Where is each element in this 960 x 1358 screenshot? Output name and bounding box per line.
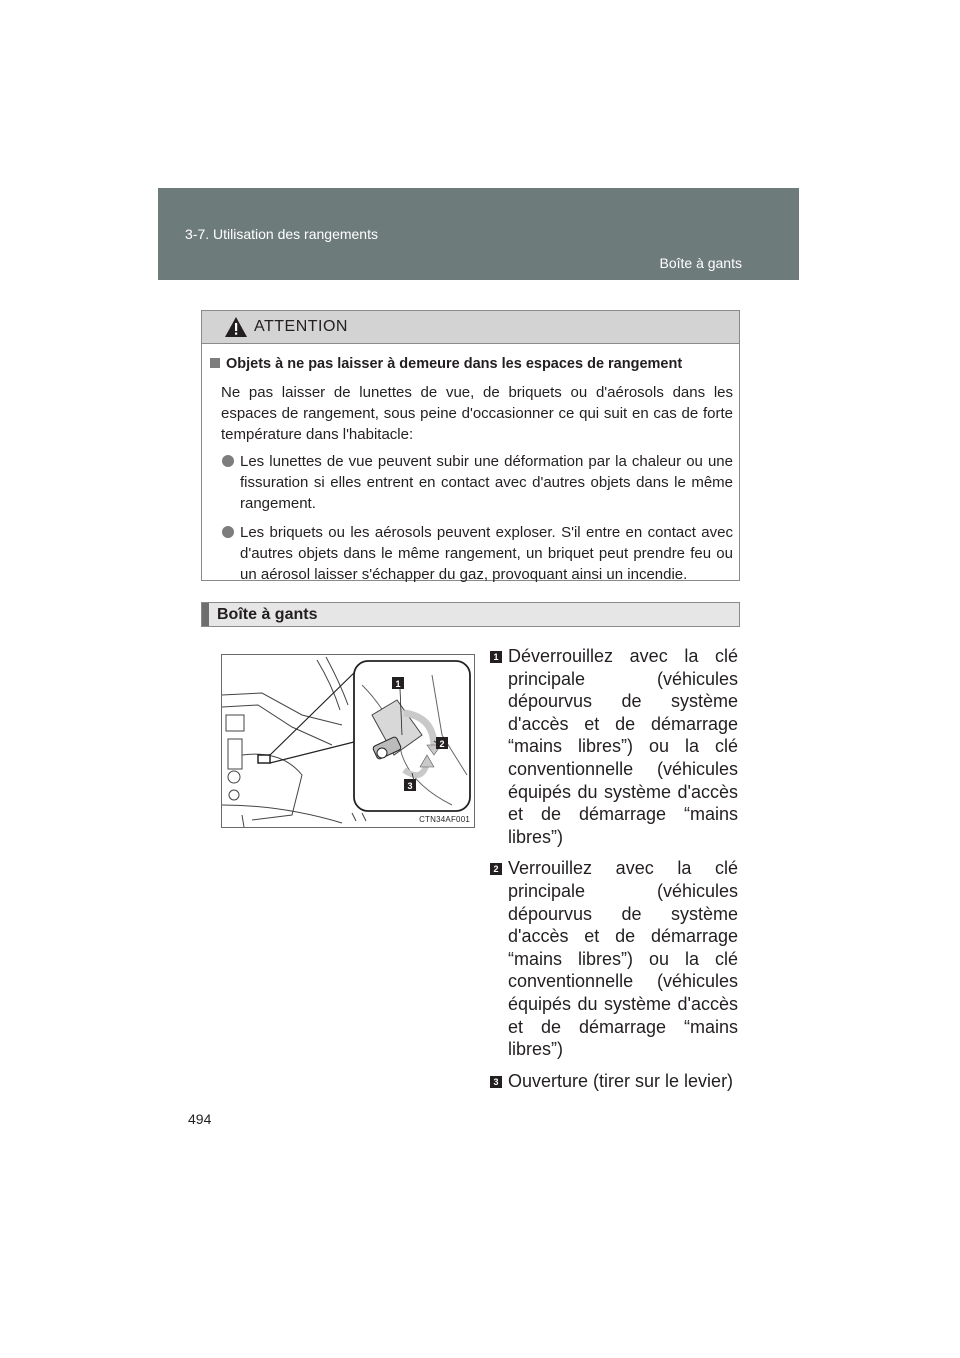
step-text: Verrouillez avec la clé principale (véhicules dépourvus de système d'accès et de démarrage “mains libres”) ou la clé conventionnelle (véhicules équipés du système d'accès et de démarrage “mains libres”) xyxy=(508,858,738,1060)
callout-1: 1 xyxy=(395,679,401,689)
attention-item xyxy=(240,522,733,585)
square-bullet-icon xyxy=(210,358,220,368)
attention-label: ATTENTION xyxy=(254,318,348,335)
attention-heading-text: Objets à ne pas laisser à demeure dans les espaces de rangement xyxy=(226,356,683,372)
attention-item-text: Les briquets ou les aérosols peuvent exploser. S'il entre en contact avec d'autres objets dans le même rangement, un briquet peut prendre feu ou un aérosol laisser s'échapper du gaz, provoquant ainsi un incendie. xyxy=(240,524,733,583)
callout-3: 3 xyxy=(407,781,413,791)
callout-2: 2 xyxy=(439,739,445,749)
attention-body xyxy=(202,344,739,585)
section-label: 3-7. Utilisation des rangements xyxy=(185,226,378,242)
section-heading: Boîte à gants xyxy=(217,606,318,623)
attention-heading xyxy=(202,354,739,375)
illustration-code: CTN34AF001 xyxy=(419,815,470,824)
circle-bullet-icon xyxy=(222,455,234,467)
header-title: Boîte à gants xyxy=(659,255,742,271)
attention-item-text: Les lunettes de vue peuvent subir une déformation par la chaleur ou une fissuration si elles entrent en contact avec d'autres objets dans le même rangement. xyxy=(240,453,733,512)
step-number: 2 xyxy=(490,863,502,875)
step-item xyxy=(490,857,738,1060)
step-text: Déverrouillez avec la clé principale (véhicules dépourvus de système d'accès et de démarrage “mains libres”) ou la clé conventionnelle (véhicules équipés du système d'accès et de démarrage “mains libres”) xyxy=(508,646,738,847)
step-item xyxy=(490,1070,738,1093)
step-number: 3 xyxy=(490,1076,502,1088)
step-item xyxy=(490,645,738,848)
step-text: Ouverture (tirer sur le levier) xyxy=(508,1070,734,1091)
attention-intro: Ne pas laisser de lunettes de vue, de briquets ou d'aérosols dans les espaces de rangement, sous peine d'occasionner ce qui suit en cas de forte température dans l'habitacle: xyxy=(221,384,733,443)
page-number: 494 xyxy=(188,1111,212,1127)
glove-box-illustration xyxy=(221,654,475,828)
page-header xyxy=(158,188,799,280)
warning-triangle-icon xyxy=(224,316,248,338)
attention-item xyxy=(240,451,733,514)
glove-box-drawing xyxy=(222,655,474,827)
steps-list xyxy=(490,645,738,1101)
step-number: 1 xyxy=(490,651,502,663)
attention-box xyxy=(201,310,740,581)
attention-header xyxy=(202,311,739,344)
heading-accent-bar xyxy=(202,603,209,626)
section-heading-bar xyxy=(201,602,740,627)
circle-bullet-icon xyxy=(222,526,234,538)
